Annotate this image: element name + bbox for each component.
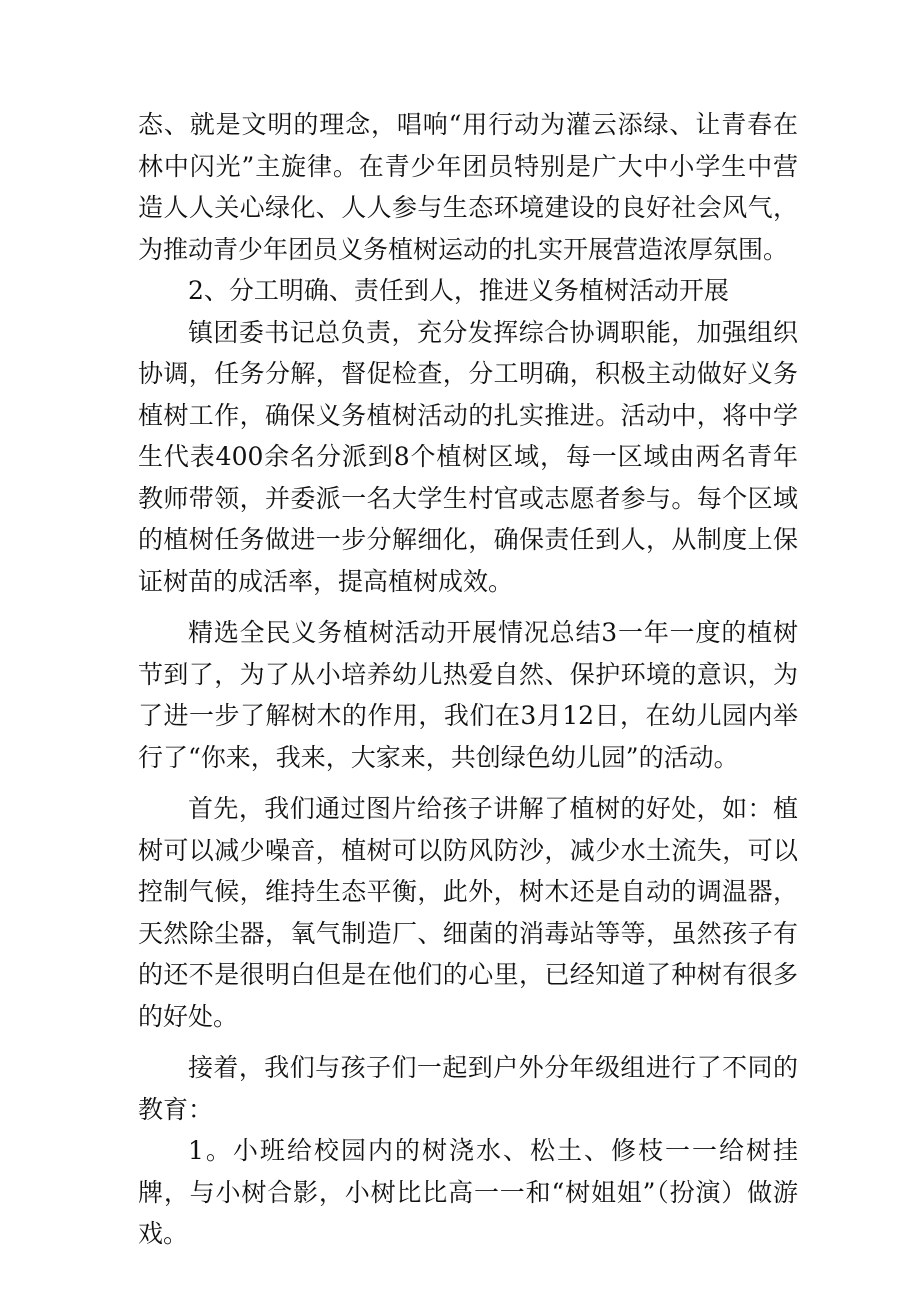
paragraph-outdoor-education: 接着，我们与孩子们一起到户外分年级组进行了不同的教育： xyxy=(138,1053,798,1124)
document-body xyxy=(138,104,798,1255)
paragraph-responsibility: 镇团委书记总负责，充分发挥综合协调职能，加强组织协调，任务分解，督促检查，分工明确，积极主动做好义务植树工作，确保义务植树活动的扎实推进。活动中，将中学生代表400余名分派到8个植树区域，每一区域由两名青年教师带领，并委派一名大学生村官或志愿者参与。每个区域的植树任务做进一步分解细化，确保责任到人，从制度上保证树苗的成活率，提高植树成效。 xyxy=(138,317,798,596)
paragraph-small-class: 1。小班给校园内的树浇水、松土、修枝一一给树挂牌，与小树合影，小树比比高一一和“树姐姐”（扮演）做游戏。 xyxy=(138,1136,798,1248)
paragraph-benefits: 首先，我们通过图片给孩子讲解了植树的好处，如：植树可以减少噪音，植树可以防风防沙，减少水土流失，可以控制气候，维持生态平衡，此外，树木还是自动的调温器，天然除尘器，氧气制造厂、细菌的消毒站等等，虽然孩子有的还不是很明白但是在他们的心里，已经知道了种树有很多的好处。 xyxy=(138,794,798,1031)
paragraph-section-heading: 2、分工明确、责任到人，推进义务植树活动开展 xyxy=(188,276,729,305)
paragraph-continuation: 态、就是文明的理念，唱响“用行动为灌云添绿、让青春在林中闪光”主旋律。在青少年团员特别是广大中小学生中营造人人关心绿化、人人参与生态环境建设的良好社会风气，为推动青少年团员义务植树运动的扎实开展营造浓厚氛围。 xyxy=(138,110,798,264)
paragraph-summary-intro: 精选全民义务植树活动开展情况总结3一年一度的植树节到了，为了从小培养幼儿热爱自然、保护环境的意识，为了进一步了解树木的作用，我们在3月12日，在幼儿园内举行了“你来，我来，大家来，共创绿色幼儿园”的活动。 xyxy=(138,618,798,772)
